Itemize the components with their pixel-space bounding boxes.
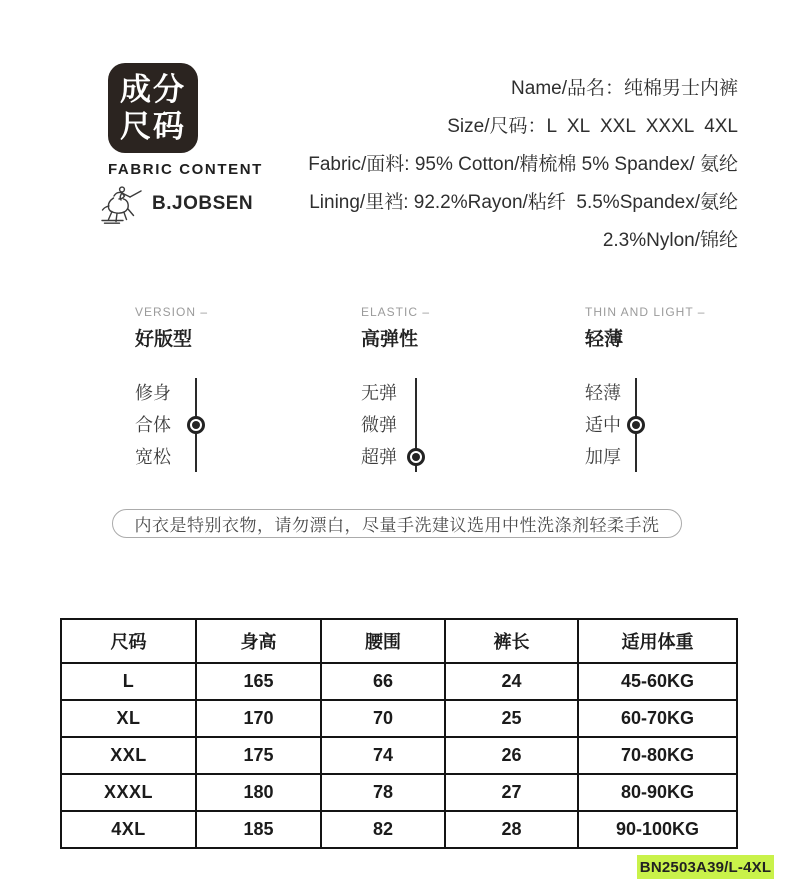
- feature-option: 加厚: [585, 447, 621, 467]
- cell-length: 24: [445, 663, 578, 700]
- feature-version: [135, 305, 325, 475]
- col-header-weight: 适用体重: [578, 619, 737, 663]
- product-lining-line: Lining/里裆: 92.2%Rayon/粘纤 5.5%Spandex/氨纶: [309, 192, 738, 213]
- feature-label: VERSION –: [135, 305, 209, 319]
- feature-option: 宽松: [135, 447, 171, 467]
- cell-height: 165: [196, 663, 321, 700]
- cell-waist: 70: [321, 700, 445, 737]
- section-subtitle: FABRIC CONTENT: [108, 161, 263, 178]
- cell-size: 4XL: [61, 811, 196, 848]
- size-chart-table: [60, 618, 738, 849]
- scale-marker-icon: [187, 416, 205, 434]
- feature-title: 好版型: [135, 329, 193, 350]
- product-size-line: Size/尺码：L XL XXL XXXL 4XL: [447, 116, 738, 137]
- feature-elastic: [361, 305, 551, 475]
- cell-size: XXXL: [61, 774, 196, 811]
- table-row: [61, 663, 737, 700]
- cell-height: 180: [196, 774, 321, 811]
- table-row: [61, 774, 737, 811]
- scale-marker-icon: [407, 448, 425, 466]
- col-header-size: 尺码: [61, 619, 196, 663]
- feature-option: 修身: [135, 383, 171, 403]
- category-badge: [108, 63, 198, 153]
- cell-weight: 70-80KG: [578, 737, 737, 774]
- cell-length: 28: [445, 811, 578, 848]
- brand-logo-row: [99, 184, 253, 224]
- category-badge-line2: 尺码: [120, 109, 186, 144]
- feature-title: 高弹性: [361, 329, 419, 350]
- cell-waist: 66: [321, 663, 445, 700]
- cell-waist: 78: [321, 774, 445, 811]
- cell-height: 170: [196, 700, 321, 737]
- feature-option: 超弹: [361, 447, 397, 467]
- feature-scale: [585, 377, 775, 475]
- cell-weight: 80-90KG: [578, 774, 737, 811]
- col-header-height: 身高: [196, 619, 321, 663]
- feature-option: 合体: [135, 415, 171, 435]
- table-row: [61, 737, 737, 774]
- cell-waist: 82: [321, 811, 445, 848]
- feature-scale: [135, 377, 325, 475]
- cell-height: 175: [196, 737, 321, 774]
- cell-size: XL: [61, 700, 196, 737]
- polo-player-icon: [99, 184, 145, 224]
- feature-option: 适中: [585, 415, 621, 435]
- table-row: [61, 811, 737, 848]
- feature-label: THIN AND LIGHT –: [585, 305, 706, 319]
- product-name-line: Name/品名：纯棉男士内裤: [511, 78, 738, 99]
- care-notice: 内衣是特别衣物，请勿漂白，尽量手洗建议选用中性洗涤剂轻柔手洗: [112, 509, 682, 538]
- cell-length: 27: [445, 774, 578, 811]
- feature-scale: [361, 377, 551, 475]
- cell-length: 26: [445, 737, 578, 774]
- cell-size: L: [61, 663, 196, 700]
- table-header-row: [61, 619, 737, 663]
- feature-thin-light: [585, 305, 775, 475]
- cell-size: XXL: [61, 737, 196, 774]
- category-badge-line1: 成分: [120, 72, 186, 107]
- product-fabric-line: Fabric/面料: 95% Cotton/精梳棉 5% Spandex/ 氨纶: [308, 154, 738, 175]
- col-header-waist: 腰围: [321, 619, 445, 663]
- feature-label: ELASTIC –: [361, 305, 431, 319]
- model-code-badge: BN2503A39/L-4XL: [637, 855, 774, 879]
- cell-waist: 74: [321, 737, 445, 774]
- cell-length: 25: [445, 700, 578, 737]
- feature-title: 轻薄: [585, 329, 624, 350]
- cell-weight: 45-60KG: [578, 663, 737, 700]
- brand-name: B.JOBSEN: [152, 193, 254, 214]
- scale-marker-icon: [627, 416, 645, 434]
- cell-weight: 90-100KG: [578, 811, 737, 848]
- table-row: [61, 700, 737, 737]
- cell-height: 185: [196, 811, 321, 848]
- col-header-length: 裤长: [445, 619, 578, 663]
- product-lining-line2: 2.3%Nylon/锦纶: [602, 230, 738, 251]
- product-info-block: [308, 70, 738, 260]
- feature-option: 无弹: [361, 383, 397, 403]
- feature-option: 轻薄: [585, 383, 621, 403]
- cell-weight: 60-70KG: [578, 700, 737, 737]
- feature-option: 微弹: [361, 415, 397, 435]
